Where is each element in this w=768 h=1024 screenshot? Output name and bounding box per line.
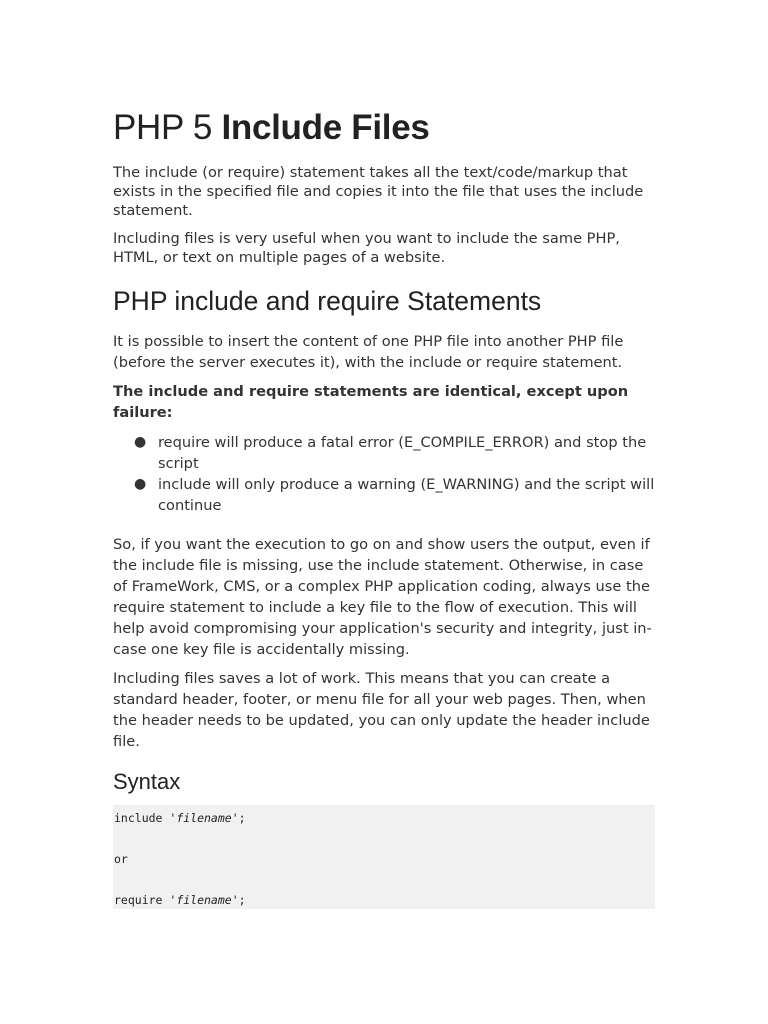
title-prefix: PHP 5: [113, 108, 222, 147]
bullet-icon: ●: [134, 434, 147, 450]
bullet-icon: ●: [134, 476, 147, 492]
code-line-or: or: [114, 852, 128, 866]
intro-paragraph-1: The include (or require) statement takes all the text/code/markup that exists in the specified file and copies it into the file that uses the include statement.: [113, 164, 644, 219]
code-end: ';: [231, 811, 246, 825]
failure-list: [113, 432, 658, 516]
list-item-text: require will produce a fatal error (E_COMPILE_ERROR) and stop the script: [158, 434, 647, 472]
code-line-include: [114, 811, 246, 825]
list-item: [113, 432, 658, 474]
bold-note: The include and require statements are identical, except upon failure:: [113, 383, 629, 421]
list-item: [113, 474, 658, 516]
code-line-require: [114, 893, 246, 907]
code-keyword: include ': [114, 811, 177, 825]
list-item-text: include will only produce a warning (E_WARNING) and the script will continue: [158, 476, 655, 514]
code-arg: filename: [176, 893, 232, 907]
section-heading-include-require: PHP include and require Statements: [113, 286, 542, 316]
code-keyword: require ': [114, 893, 177, 907]
section-paragraph-2: So, if you want the execution to go on and show users the output, even if the include file is missing, use the include statement. Otherwise, in case of FrameWork, CMS, or a complex PHP application coding, always use the require statement to include a key file to the flow of execution. This will help avoid compromising your application's security and integrity, just in-case one key file is accidentally missing.: [113, 536, 652, 658]
section-paragraph-1: It is possible to insert the content of one PHP file into another PHP file (before the server executes it), with the include or require statement.: [113, 333, 624, 371]
title-bold: Include Files: [221, 108, 430, 147]
syntax-heading: Syntax: [113, 769, 181, 794]
syntax-code-block: [113, 805, 655, 909]
code-arg: filename: [176, 811, 232, 825]
page-title: [113, 108, 430, 148]
section-paragraph-3: Including files saves a lot of work. This means that you can create a standard header, footer, or menu file for all your web pages. Then, when the header needs to be updated, you can only update the header include file.: [113, 670, 650, 750]
code-end: ';: [231, 893, 246, 907]
intro-paragraph-2: Including files is very useful when you want to include the same PHP, HTML, or text on multiple pages of a website.: [113, 230, 620, 266]
